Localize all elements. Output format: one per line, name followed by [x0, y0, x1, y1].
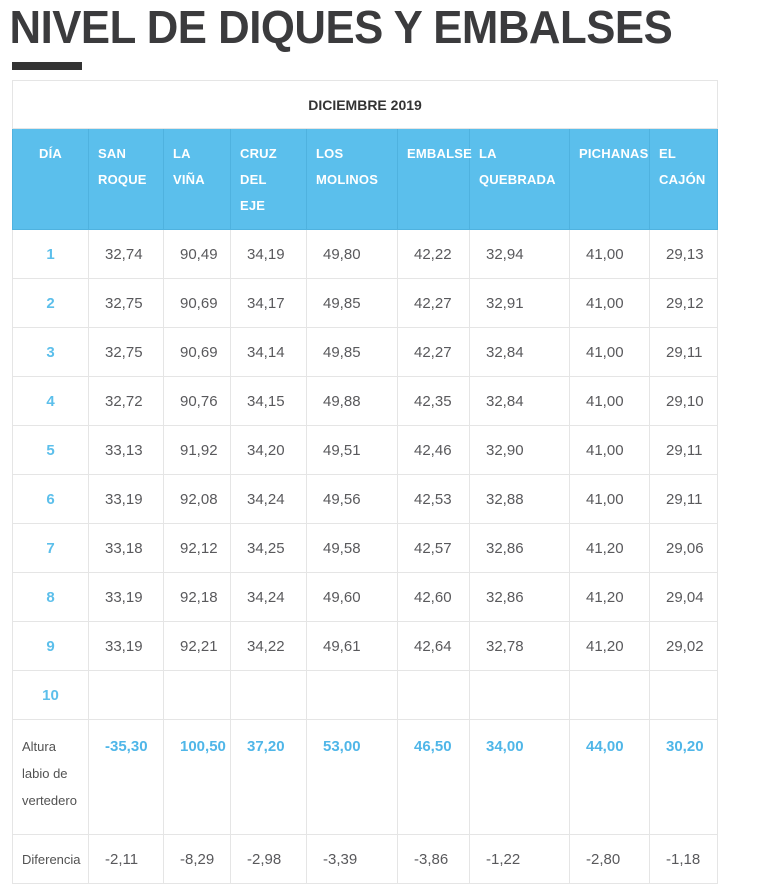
- dam-levels-table: [12, 80, 718, 884]
- value-cell: 32,75: [89, 328, 164, 377]
- row-label-altura-labiode-vertedero: Altura labio de vertedero: [13, 720, 89, 835]
- day-cell: 5: [13, 426, 89, 475]
- value-cell: 42,57: [398, 524, 470, 573]
- value-cell: 42,60: [398, 573, 470, 622]
- value-cell: 41,00: [570, 377, 650, 426]
- value-cell: 49,56: [307, 475, 398, 524]
- value-cell: 91,92: [164, 426, 231, 475]
- column-header-pichanas: PICHANAS: [570, 129, 650, 230]
- title-underline-bar: [12, 62, 82, 70]
- table-row: [13, 230, 718, 279]
- value-cell: 33,13: [89, 426, 164, 475]
- value-cell: 90,76: [164, 377, 231, 426]
- value-cell: 42,64: [398, 622, 470, 671]
- day-cell: 10: [13, 671, 89, 720]
- value-cell: 53,00: [307, 720, 398, 835]
- value-cell: 49,85: [307, 279, 398, 328]
- value-cell: 90,69: [164, 279, 231, 328]
- value-cell: -2,98: [231, 835, 307, 884]
- value-cell: 29,13: [650, 230, 718, 279]
- table-row: [13, 573, 718, 622]
- day-cell: 1: [13, 230, 89, 279]
- value-cell: -2,11: [89, 835, 164, 884]
- value-cell: -1,22: [470, 835, 570, 884]
- value-cell: 41,00: [570, 230, 650, 279]
- table-row: [13, 377, 718, 426]
- day-cell: 3: [13, 328, 89, 377]
- value-cell: 32,94: [470, 230, 570, 279]
- value-cell: 42,27: [398, 279, 470, 328]
- value-cell: -2,80: [570, 835, 650, 884]
- value-cell: -1,18: [650, 835, 718, 884]
- column-header-la-quebrada: LA QUEBRADA: [470, 129, 570, 230]
- value-cell: 29,12: [650, 279, 718, 328]
- value-cell: 41,20: [570, 573, 650, 622]
- value-cell: [231, 671, 307, 720]
- value-cell: 49,80: [307, 230, 398, 279]
- table-row: [13, 835, 718, 884]
- column-header-embalse: EMBALSE: [398, 129, 470, 230]
- value-cell: 29,11: [650, 475, 718, 524]
- value-cell: 34,20: [231, 426, 307, 475]
- value-cell: 29,11: [650, 426, 718, 475]
- value-cell: 33,18: [89, 524, 164, 573]
- value-cell: 32,86: [470, 524, 570, 573]
- value-cell: -35,30: [89, 720, 164, 835]
- value-cell: 41,00: [570, 475, 650, 524]
- value-cell: 49,51: [307, 426, 398, 475]
- value-cell: 34,24: [231, 573, 307, 622]
- table-row: [13, 279, 718, 328]
- value-cell: [650, 671, 718, 720]
- value-cell: 33,19: [89, 475, 164, 524]
- column-header-el-cajon: EL CAJÓN: [650, 129, 718, 230]
- value-cell: 49,88: [307, 377, 398, 426]
- day-cell: 7: [13, 524, 89, 573]
- table-row: [13, 671, 718, 720]
- value-cell: 41,00: [570, 426, 650, 475]
- value-cell: 92,21: [164, 622, 231, 671]
- value-cell: 41,20: [570, 622, 650, 671]
- value-cell: 42,53: [398, 475, 470, 524]
- column-header-dia: DÍA: [13, 129, 89, 230]
- value-cell: 46,50: [398, 720, 470, 835]
- value-cell: 42,35: [398, 377, 470, 426]
- value-cell: 32,90: [470, 426, 570, 475]
- value-cell: 34,15: [231, 377, 307, 426]
- value-cell: 33,19: [89, 622, 164, 671]
- value-cell: -3,39: [307, 835, 398, 884]
- column-header-la-vina: LA VIÑA: [164, 129, 231, 230]
- value-cell: -8,29: [164, 835, 231, 884]
- value-cell: [307, 671, 398, 720]
- value-cell: 49,60: [307, 573, 398, 622]
- value-cell: 34,14: [231, 328, 307, 377]
- value-cell: 30,20: [650, 720, 718, 835]
- value-cell: 32,86: [470, 573, 570, 622]
- value-cell: [89, 671, 164, 720]
- column-header-row: [13, 129, 718, 230]
- value-cell: [398, 671, 470, 720]
- day-cell: 8: [13, 573, 89, 622]
- day-cell: 6: [13, 475, 89, 524]
- value-cell: 42,22: [398, 230, 470, 279]
- table-row: [13, 475, 718, 524]
- value-cell: 29,02: [650, 622, 718, 671]
- month-header: DICIEMBRE 2019: [13, 81, 718, 129]
- value-cell: 29,10: [650, 377, 718, 426]
- row-label-diferencia: Diferencia: [13, 835, 89, 884]
- table-row: [13, 720, 718, 835]
- table-row: [13, 328, 718, 377]
- value-cell: 90,69: [164, 328, 231, 377]
- day-cell: 9: [13, 622, 89, 671]
- value-cell: 29,11: [650, 328, 718, 377]
- column-header-los-molinos: LOS MOLINOS: [307, 129, 398, 230]
- value-cell: 42,27: [398, 328, 470, 377]
- value-cell: 33,19: [89, 573, 164, 622]
- value-cell: 90,49: [164, 230, 231, 279]
- value-cell: 32,84: [470, 377, 570, 426]
- value-cell: 92,12: [164, 524, 231, 573]
- month-header-row: [13, 81, 718, 129]
- value-cell: 92,08: [164, 475, 231, 524]
- value-cell: 42,46: [398, 426, 470, 475]
- column-header-cruzdel-eje: CRUZ DEL EJE: [231, 129, 307, 230]
- value-cell: 34,24: [231, 475, 307, 524]
- value-cell: 49,58: [307, 524, 398, 573]
- value-cell: 32,91: [470, 279, 570, 328]
- value-cell: 34,17: [231, 279, 307, 328]
- value-cell: 32,74: [89, 230, 164, 279]
- value-cell: 37,20: [231, 720, 307, 835]
- value-cell: 44,00: [570, 720, 650, 835]
- value-cell: -3,86: [398, 835, 470, 884]
- value-cell: 32,72: [89, 377, 164, 426]
- value-cell: 29,04: [650, 573, 718, 622]
- value-cell: 92,18: [164, 573, 231, 622]
- table-row: [13, 622, 718, 671]
- page-title: NIVEL DE DIQUES Y EMBALSES: [9, 1, 673, 53]
- value-cell: 34,19: [231, 230, 307, 279]
- day-cell: 2: [13, 279, 89, 328]
- value-cell: 32,84: [470, 328, 570, 377]
- value-cell: 34,25: [231, 524, 307, 573]
- value-cell: 29,06: [650, 524, 718, 573]
- table-row: [13, 426, 718, 475]
- value-cell: 41,00: [570, 328, 650, 377]
- value-cell: 100,50: [164, 720, 231, 835]
- value-cell: 34,00: [470, 720, 570, 835]
- value-cell: [164, 671, 231, 720]
- value-cell: 34,22: [231, 622, 307, 671]
- value-cell: 41,00: [570, 279, 650, 328]
- value-cell: 32,78: [470, 622, 570, 671]
- table-row: [13, 524, 718, 573]
- value-cell: 32,75: [89, 279, 164, 328]
- day-cell: 4: [13, 377, 89, 426]
- value-cell: 49,85: [307, 328, 398, 377]
- value-cell: 41,20: [570, 524, 650, 573]
- value-cell: [470, 671, 570, 720]
- value-cell: 32,88: [470, 475, 570, 524]
- column-header-san-roque: SAN ROQUE: [89, 129, 164, 230]
- value-cell: 49,61: [307, 622, 398, 671]
- value-cell: [570, 671, 650, 720]
